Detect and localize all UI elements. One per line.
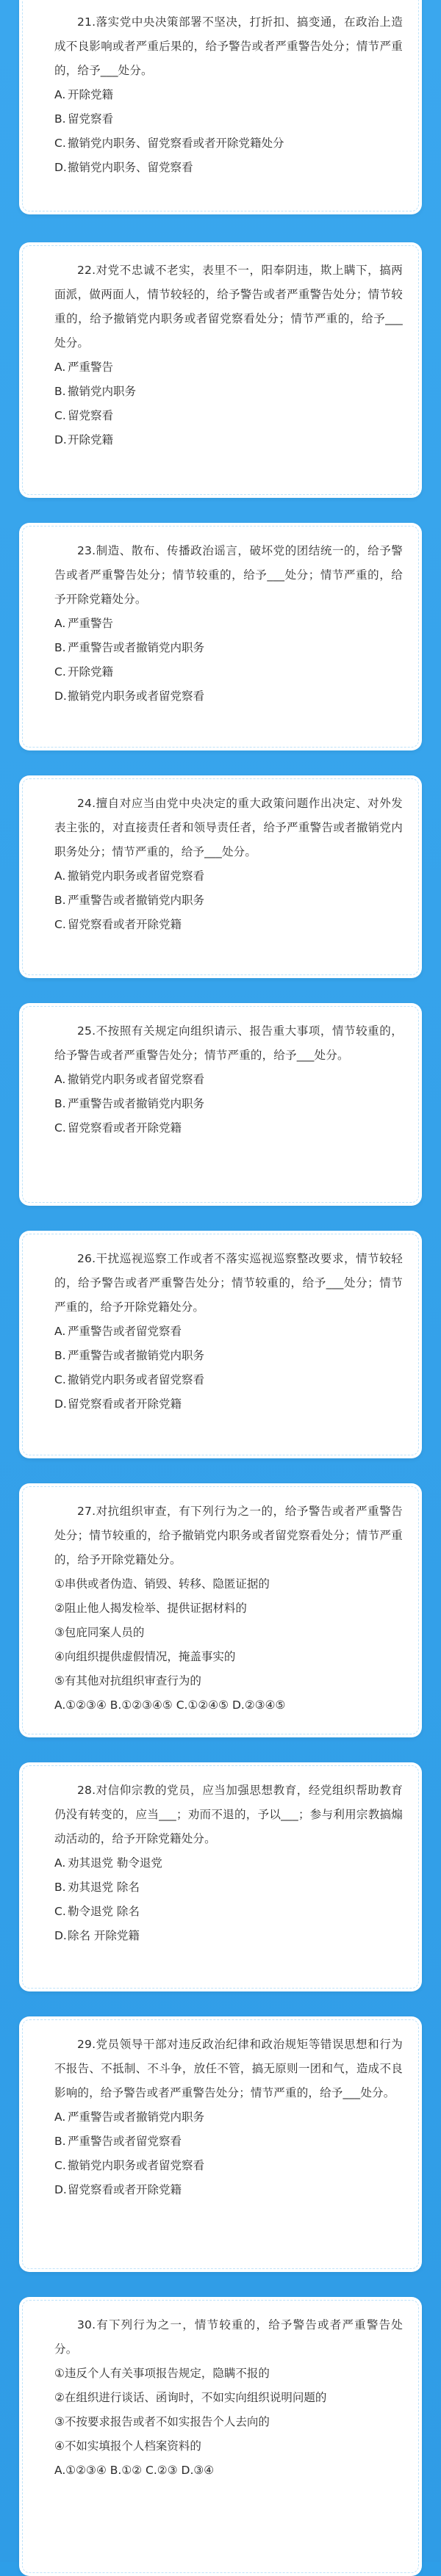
question-text: 23.制造、散布、传播政治谣言，破坏党的团结统一的，给予警告或者严重警告处分；情节较重的，给予___处分；情节严重的，给予开除党籍处分。 (54, 544, 403, 606)
option-b[interactable]: B. 严重警告或者撤销党内职务 (54, 1349, 205, 1362)
statement-item: ④不如实填报个人档案资料的 (54, 2439, 201, 2453)
statement-item: ②在组织进行谈话、函询时，不如实向组织说明问题的 (54, 2391, 327, 2404)
option-b[interactable]: B. 严重警告或者留党察看 (54, 2135, 182, 2148)
option-list (54, 2105, 403, 2202)
question-card-23 (19, 523, 422, 750)
question-card-26 (19, 1231, 422, 1458)
option-c[interactable]: C. 撤销党内职务或者留党察看 (54, 1373, 205, 1386)
question-card-22 (19, 242, 422, 498)
question-text: 28.对信仰宗教的党员，应当加强思想教育，经党组织帮助教育仍没有转变的，应当___；劝而不退的，予以___；参与利用宗教搞煽动活动的，给予开除党籍处分。 (54, 1784, 403, 1845)
statement-item: ③不按要求报告或者不如实报告个人去向的 (54, 2415, 270, 2428)
question-card-21 (19, 0, 422, 214)
option-a[interactable]: A. 严重警告或者撤销党内职务 (54, 2110, 205, 2124)
question-card-27 (19, 1483, 422, 1737)
statement-item: ④向组织提供虚假情况，掩盖事实的 (54, 1650, 236, 1663)
option-d[interactable]: D.撤销党内职务、留党察看 (54, 161, 193, 174)
option-c[interactable]: C. 留党察看或者开除党籍 (54, 918, 182, 931)
statement-item: ③包庇同案人员的 (54, 1626, 145, 1639)
question-card-29 (19, 2016, 422, 2272)
option-list (54, 355, 403, 452)
option-d[interactable]: D.除名 开除党籍 (54, 1929, 140, 1942)
option-c[interactable]: C. 勒令退党 除名 (54, 1905, 140, 1918)
option-list (54, 1320, 403, 1417)
option-list (54, 83, 403, 180)
statement-item: ①串供或者伪造、销毁、转移、隐匿证据的 (54, 1577, 270, 1591)
option-b[interactable]: B. 劝其退党 除名 (54, 1881, 140, 1894)
question-card-28 (19, 1762, 422, 1991)
answer-choices[interactable]: A.①②③④ B.①②③④⑤ C.①②④⑤ D.②③④⑤ (54, 1698, 286, 1712)
option-c[interactable]: C. 撤销党内职务或者留党察看 (54, 2159, 205, 2172)
question-card-25 (19, 1003, 422, 1206)
option-d[interactable]: D.撤销党内职务或者留党察看 (54, 690, 205, 703)
option-a[interactable]: A. 开除党籍 (54, 88, 114, 101)
question-text: 27.对抗组织审查，有下列行为之一的，给予警告或者严重警告处分；情节较重的，给予撤销党内职务或者留党察看处分；情节严重的，给予开除党籍处分。 (54, 1505, 403, 1566)
option-d[interactable]: D.开除党籍 (54, 433, 114, 446)
statement-list (54, 2362, 403, 2459)
option-b[interactable]: B. 留党察看 (54, 112, 114, 126)
option-list (54, 864, 403, 937)
question-text: 24.擅自对应当由党中央决定的重大政策问题作出决定、对外发表主张的，对直接责任者和领导责任者，给予严重警告或者撤销党内职务处分；情节严重的，给予___处分。 (54, 797, 403, 858)
question-card-24 (19, 775, 422, 978)
option-c[interactable]: C. 开除党籍 (54, 665, 114, 679)
option-list (54, 1851, 403, 1948)
option-list (54, 612, 403, 709)
question-text: 30.有下列行为之一，情节较重的，给予警告或者严重警告处分。 (54, 2318, 403, 2356)
option-d[interactable]: D.留党察看或者开除党籍 (54, 1397, 182, 1411)
option-b[interactable]: B. 撤销党内职务 (54, 385, 137, 398)
question-text: 22.对党不忠诚不老实，表里不一，阳奉阴违，欺上瞒下，搞两面派，做两面人，情节较轻的，给予警告或者严重警告处分；情节较重的，给予撤销党内职务或者留党察看处分；情节严重的，给予___处分。 (54, 264, 403, 350)
option-c[interactable]: C. 撤销党内职务、留党察看或者开除党籍处分 (54, 137, 284, 150)
option-list (54, 1068, 403, 1140)
option-a[interactable]: A. 撤销党内职务或者留党察看 (54, 1073, 205, 1086)
answer-choices[interactable]: A.①②③④ B.①② C.②③ D.③④ (54, 2464, 215, 2477)
statement-list (54, 1572, 403, 1693)
question-text: 21.落实党中央决策部署不坚决，打折扣、搞变通，在政治上造成不良影响或者严重后果的，给予警告或者严重警告处分；情节严重的，给予___处分。 (54, 15, 403, 77)
statement-item: ⑤有其他对抗组织审查行为的 (54, 1674, 201, 1687)
question-text: 26.干扰巡视巡察工作或者不落实巡视巡察整改要求，情节较轻的，给予警告或者严重警告处分；情节较重的，给予___处分；情节严重的，给予开除党籍处分。 (54, 1252, 403, 1314)
option-b[interactable]: B. 严重警告或者撤销党内职务 (54, 894, 205, 907)
option-a[interactable]: A. 严重警告或者留党察看 (54, 1325, 182, 1338)
question-text: 29.党员领导干部对违反政治纪律和政治规矩等错误思想和行为不报告、不抵制、不斗争，放任不管，搞无原则一团和气，造成不良影响的，给予警告或者严重警告处分；情节严重的，给予___处分。 (54, 2038, 403, 2099)
option-a[interactable]: A. 撤销党内职务或者留党察看 (54, 869, 205, 883)
option-a[interactable]: A. 严重警告 (54, 361, 114, 374)
option-a[interactable]: A. 严重警告 (54, 617, 114, 630)
statement-item: ②阻止他人揭发检举、提供证据材料的 (54, 1602, 247, 1615)
option-d[interactable]: D.留党察看或者开除党籍 (54, 2183, 182, 2196)
question-card-30 (19, 2297, 422, 2576)
statement-item: ①违反个人有关事项报告规定，隐瞒不报的 (54, 2367, 270, 2380)
option-b[interactable]: B. 严重警告或者撤销党内职务 (54, 641, 205, 654)
option-c[interactable]: C. 留党察看 (54, 409, 114, 422)
question-text: 25.不按照有关规定向组织请示、报告重大事项，情节较重的，给予警告或者严重警告处分；情节严重的，给予___处分。 (54, 1024, 403, 1062)
option-a[interactable]: A. 劝其退党 勒令退党 (54, 1856, 162, 1870)
option-c[interactable]: C. 留党察看或者开除党籍 (54, 1121, 182, 1135)
option-b[interactable]: B. 严重警告或者撤销党内职务 (54, 1097, 205, 1110)
